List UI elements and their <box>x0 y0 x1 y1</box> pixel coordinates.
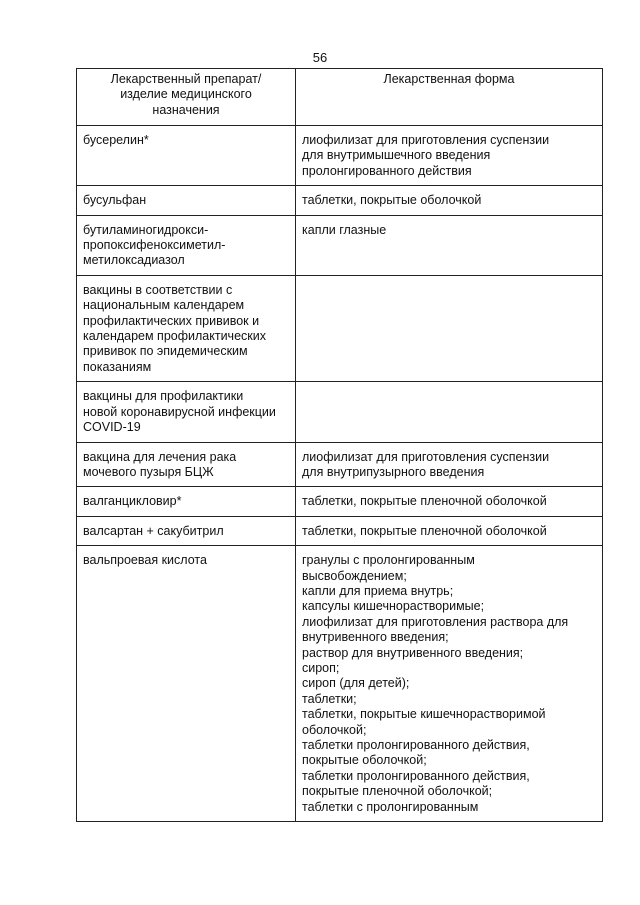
drug-form-cell <box>296 487 603 516</box>
drug-form-cell <box>296 215 603 275</box>
drug-form-cell <box>296 382 603 442</box>
drug-form: сироп; <box>302 660 340 675</box>
table-row <box>77 186 603 215</box>
drug-form: капли глазные <box>302 222 387 237</box>
drug-form-list <box>296 276 602 289</box>
table-row <box>77 275 603 381</box>
drug-name-cell <box>77 546 296 822</box>
drug-name-cell <box>77 516 296 545</box>
drug-form: капсулы кишечнорастворимые; <box>302 599 485 614</box>
drug-form-cell <box>296 516 603 545</box>
drug-name: валганцикловир* <box>83 494 182 509</box>
drug-form-list <box>296 546 602 821</box>
drug-form-cell <box>296 546 603 822</box>
drug-name-cell <box>77 215 296 275</box>
drug-form-list <box>296 517 602 545</box>
drug-form-list <box>296 186 602 214</box>
drug-name: вакцина для лечения рака мочевого пузыря БЦЖ <box>83 449 237 479</box>
drug-name-cell <box>77 382 296 442</box>
drug-form: раствор для внутривенного введения; <box>302 645 524 660</box>
drug-form-cell <box>296 442 603 487</box>
drug-form: капли для приема внутрь; <box>302 583 454 598</box>
drug-form: лиофилизат для приготовления суспензии для внутримышечного введения пролонгированного действия <box>302 133 550 178</box>
drug-name: вакцины для профилактики новой коронавирусной инфекции COVID-19 <box>83 389 276 435</box>
header-drug-text: Лекарственный препарат/ изделие медицинского назначения <box>110 72 262 117</box>
drug-form-list <box>296 487 602 515</box>
table-row <box>77 126 603 186</box>
drug-name-cell <box>77 442 296 487</box>
drug-form: таблетки, покрытые кишечнорастворимой оболочкой; <box>302 707 546 737</box>
drug-name: бутиламиногидрокси- пропоксифеноксиметил- метилоксадиазол <box>83 222 226 268</box>
drug-form: таблетки, покрытые оболочкой <box>302 193 482 208</box>
drug-form: таблетки с пролонгированным <box>302 799 479 814</box>
drug-name: валсартан + сакубитрил <box>83 523 224 538</box>
drug-form-cell <box>296 275 603 381</box>
drug-form: лиофилизат для приготовления суспензии для внутрипузырного введения <box>302 449 550 479</box>
drug-form-list <box>296 382 602 395</box>
page-number: 56 <box>312 50 328 65</box>
drug-form-cell <box>296 186 603 215</box>
table-row <box>77 487 603 516</box>
drug-form: таблетки пролонгированного действия, покрытые оболочкой; <box>302 738 530 768</box>
drug-name: вакцины в соответствии с национальным календарем профилактических прививок и календарем профилактических прививок по эпидемическим показаниям <box>83 282 266 374</box>
drug-name-cell <box>77 186 296 215</box>
drug-table <box>76 68 603 822</box>
header-form <box>296 69 603 126</box>
table-row <box>77 516 603 545</box>
drug-form-list <box>296 216 602 244</box>
header-form-text: Лекарственная форма <box>383 72 515 86</box>
drug-form: гранулы с пролонгированным высвобождением; <box>302 553 475 583</box>
table-row <box>77 546 603 822</box>
table-header-row <box>77 69 603 126</box>
drug-form-list <box>296 443 602 487</box>
table-row <box>77 442 603 487</box>
header-drug <box>77 69 296 126</box>
drug-form-list <box>296 126 602 185</box>
drug-form: таблетки, покрытые пленочной оболочкой <box>302 494 547 509</box>
drug-name: вальпроевая кислота <box>83 553 207 568</box>
drug-form: сироп (для детей); <box>302 676 410 691</box>
drug-form: таблетки; <box>302 691 357 706</box>
drug-name-cell <box>77 126 296 186</box>
drug-form: таблетки пролонгированного действия, покрытые пленочной оболочкой; <box>302 768 530 799</box>
drug-form: лиофилизат для приготовления раствора для внутривенного введения; <box>302 614 569 645</box>
drug-name-cell <box>77 275 296 381</box>
drug-name-cell <box>77 487 296 516</box>
drug-name: бусерелин* <box>83 133 149 147</box>
drug-form: таблетки, покрытые пленочной оболочкой <box>302 523 547 538</box>
drug-name: бусульфан <box>83 193 147 208</box>
table-row <box>77 215 603 275</box>
table-row <box>77 382 603 442</box>
drug-form-cell <box>296 126 603 186</box>
table-body <box>77 126 603 822</box>
